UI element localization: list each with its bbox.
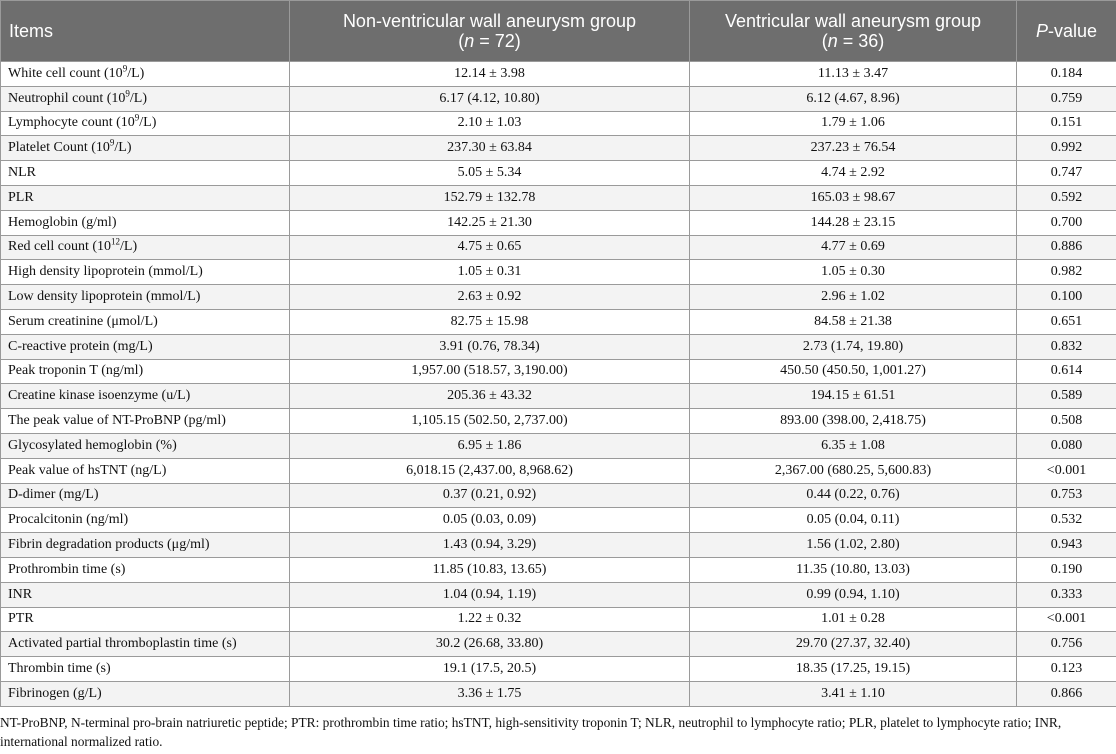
cell-item (1, 111, 290, 136)
table-row (1, 260, 1116, 285)
item-label: PLR (8, 189, 34, 205)
table-row (1, 111, 1116, 136)
header-group2-n-var: n (827, 31, 838, 51)
cell-aneurysm-value: 1.56 (1.02, 2.80) (690, 533, 1017, 558)
item-label: Peak troponin T (ng/ml) (8, 363, 144, 379)
table-row (1, 86, 1116, 111)
table-row (1, 681, 1116, 706)
cell-p-value: 0.759 (1017, 86, 1116, 111)
cell-non-aneurysm-value: 237.30 ± 63.84 (290, 136, 690, 161)
item-label: Fibrinogen (g/L) (8, 685, 102, 701)
cell-item (1, 508, 290, 533)
cell-p-value: 0.333 (1017, 582, 1116, 607)
cell-non-aneurysm-value: 0.05 (0.03, 0.09) (290, 508, 690, 533)
cell-non-aneurysm-value: 152.79 ± 132.78 (290, 185, 690, 210)
cell-aneurysm-value: 11.35 (10.80, 13.03) (690, 557, 1017, 582)
cell-aneurysm-value: 237.23 ± 76.54 (690, 136, 1017, 161)
cell-non-aneurysm-value: 3.91 (0.76, 78.34) (290, 334, 690, 359)
cell-p-value: 0.614 (1017, 359, 1116, 384)
header-non-aneurysm-group (290, 1, 690, 62)
cell-p-value: 0.700 (1017, 210, 1116, 235)
cell-aneurysm-value: 2.73 (1.74, 19.80) (690, 334, 1017, 359)
cell-p-value: 0.992 (1017, 136, 1116, 161)
header-group2-n-open: ( (821, 31, 828, 51)
table-row (1, 62, 1116, 87)
cell-p-value: 0.886 (1017, 235, 1116, 260)
cell-aneurysm-value: 29.70 (27.37, 32.40) (690, 632, 1017, 657)
cell-aneurysm-value: 450.50 (450.50, 1,001.27) (690, 359, 1017, 384)
cell-item (1, 185, 290, 210)
cell-p-value: 0.651 (1017, 309, 1116, 334)
cell-p-value: 0.123 (1017, 657, 1116, 682)
cell-item (1, 334, 290, 359)
cell-p-value: 0.151 (1017, 111, 1116, 136)
table-header (1, 1, 1116, 62)
cell-item (1, 235, 290, 260)
header-group1-title: Non-ventricular wall aneurysm group (342, 11, 637, 31)
cell-aneurysm-value: 4.74 ± 2.92 (690, 161, 1017, 186)
cell-item (1, 533, 290, 558)
cell-item (1, 309, 290, 334)
header-group1-n-var: n (464, 31, 475, 51)
table-row (1, 359, 1116, 384)
item-unit-suffix: /L) (129, 90, 148, 106)
header-p-value (1017, 1, 1116, 62)
cell-aneurysm-value: 1.05 ± 0.30 (690, 260, 1017, 285)
cell-p-value: 0.756 (1017, 632, 1116, 657)
table-row (1, 161, 1116, 186)
cell-non-aneurysm-value: 4.75 ± 0.65 (290, 235, 690, 260)
table-row (1, 458, 1116, 483)
cell-non-aneurysm-value: 6.17 (4.12, 10.80) (290, 86, 690, 111)
cell-non-aneurysm-value: 2.63 ± 0.92 (290, 285, 690, 310)
table-row (1, 210, 1116, 235)
item-label: Fibrin degradation products (μg/ml) (8, 537, 210, 553)
item-unit-suffix: /L) (127, 65, 145, 81)
cell-aneurysm-value: 1.79 ± 1.06 (690, 111, 1017, 136)
table-row (1, 657, 1116, 682)
item-label: Hemoglobin (g/ml) (8, 214, 117, 230)
cell-aneurysm-value: 6.35 ± 1.08 (690, 433, 1017, 458)
cell-item (1, 557, 290, 582)
table-row (1, 235, 1116, 260)
cell-p-value: 0.982 (1017, 260, 1116, 285)
table-row (1, 409, 1116, 434)
cell-p-value: 0.747 (1017, 161, 1116, 186)
cell-item (1, 384, 290, 409)
cell-aneurysm-value: 4.77 ± 0.69 (690, 235, 1017, 260)
cell-item (1, 657, 290, 682)
item-label: Red cell count (10 (8, 239, 112, 255)
cell-non-aneurysm-value: 82.75 ± 15.98 (290, 309, 690, 334)
item-label: Prothrombin time (s) (8, 561, 126, 577)
item-unit-suffix: /L) (120, 239, 138, 255)
cell-item (1, 409, 290, 434)
header-group2-n (822, 31, 885, 51)
item-exponent: 9 (134, 112, 140, 123)
cell-aneurysm-value: 165.03 ± 98.67 (690, 185, 1017, 210)
cell-item (1, 632, 290, 657)
table-row (1, 433, 1116, 458)
cell-item (1, 582, 290, 607)
cell-item (1, 607, 290, 632)
item-exponent: 9 (125, 88, 130, 99)
cell-p-value: 0.589 (1017, 384, 1116, 409)
cell-p-value: 0.866 (1017, 681, 1116, 706)
cell-item (1, 483, 290, 508)
table-row (1, 185, 1116, 210)
cell-non-aneurysm-value: 3.36 ± 1.75 (290, 681, 690, 706)
cell-p-value: 0.190 (1017, 557, 1116, 582)
cell-item (1, 210, 290, 235)
cell-p-value: 0.592 (1017, 185, 1116, 210)
item-exponent: 12 (111, 236, 121, 247)
cell-aneurysm-value: 893.00 (398.00, 2,418.75) (690, 409, 1017, 434)
item-label: The peak value of NT-ProBNP (pg/ml) (8, 413, 226, 429)
header-group2-n-value: = 36) (837, 31, 885, 51)
cell-item (1, 86, 290, 111)
table-row (1, 483, 1116, 508)
item-label: D-dimer (mg/L) (8, 487, 99, 503)
cell-aneurysm-value: 0.44 (0.22, 0.76) (690, 483, 1017, 508)
cell-non-aneurysm-value: 1.04 (0.94, 1.19) (290, 582, 690, 607)
header-aneurysm-group (690, 1, 1017, 62)
table-body (1, 62, 1116, 707)
header-items: Items (1, 1, 290, 62)
cell-item (1, 285, 290, 310)
cell-aneurysm-value: 194.15 ± 61.51 (690, 384, 1017, 409)
item-label: PTR (8, 611, 34, 627)
cell-item (1, 62, 290, 87)
cell-p-value: 0.508 (1017, 409, 1116, 434)
cell-p-value: 0.184 (1017, 62, 1116, 87)
cell-p-value: 0.753 (1017, 483, 1116, 508)
cell-item (1, 359, 290, 384)
table-row (1, 285, 1116, 310)
cell-aneurysm-value: 0.05 (0.04, 0.11) (690, 508, 1017, 533)
item-label: White cell count (10 (8, 65, 123, 81)
table-row (1, 632, 1116, 657)
table-row (1, 533, 1116, 558)
item-label: Low density lipoprotein (mmol/L) (8, 289, 201, 305)
header-group1-n-value: = 72) (474, 31, 521, 51)
cell-p-value: 0.100 (1017, 285, 1116, 310)
cell-p-value: 0.943 (1017, 533, 1116, 558)
cell-aneurysm-value: 3.41 ± 1.10 (690, 681, 1017, 706)
cell-p-value: 0.832 (1017, 334, 1116, 359)
cell-non-aneurysm-value: 2.10 ± 1.03 (290, 111, 690, 136)
table-row (1, 136, 1116, 161)
cell-aneurysm-value: 144.28 ± 23.15 (690, 210, 1017, 235)
cell-non-aneurysm-value: 1.43 (0.94, 3.29) (290, 533, 690, 558)
cell-non-aneurysm-value: 19.1 (17.5, 20.5) (290, 657, 690, 682)
cell-item (1, 681, 290, 706)
cell-non-aneurysm-value: 142.25 ± 21.30 (290, 210, 690, 235)
cell-non-aneurysm-value: 5.05 ± 5.34 (290, 161, 690, 186)
item-label: Creatine kinase isoenzyme (u/L) (8, 388, 191, 404)
cell-aneurysm-value: 11.13 ± 3.47 (690, 62, 1017, 87)
item-label: Platelet Count (10 (8, 140, 110, 156)
item-label: Procalcitonin (ng/ml) (8, 512, 129, 528)
cell-non-aneurysm-value: 6,018.15 (2,437.00, 8,968.62) (290, 458, 690, 483)
header-row (1, 1, 1116, 62)
item-exponent: 9 (122, 63, 128, 74)
cell-non-aneurysm-value: 0.37 (0.21, 0.92) (290, 483, 690, 508)
item-label: High density lipoprotein (mmol/L) (8, 264, 203, 280)
cell-p-value: <0.001 (1017, 607, 1116, 632)
table-row (1, 508, 1116, 533)
header-group1-n-open: ( (458, 31, 465, 51)
item-label: Serum creatinine (μmol/L) (8, 313, 158, 329)
header-group1-n (458, 31, 521, 51)
table-row (1, 607, 1116, 632)
cell-non-aneurysm-value: 1.05 ± 0.31 (290, 260, 690, 285)
table-footnote: NT-ProBNP, N-terminal pro-brain natriuretic peptide; PTR: prothrombin time ratio; hsTNT, high-sensitivity troponin T; NLR, neutrophil to lymphocyte ratio; PLR, platelet to lymphocyte ratio; INR, international normalized ratio. (0, 715, 1062, 749)
item-label: Neutrophil count (10 (8, 90, 126, 106)
cell-non-aneurysm-value: 12.14 ± 3.98 (290, 62, 690, 87)
item-label: Activated partial thromboplastin time (s) (8, 636, 237, 652)
item-unit-suffix: /L) (139, 115, 157, 131)
cell-item (1, 260, 290, 285)
cell-non-aneurysm-value: 6.95 ± 1.86 (290, 433, 690, 458)
cell-aneurysm-value: 1.01 ± 0.28 (690, 607, 1017, 632)
cell-aneurysm-value: 0.99 (0.94, 1.10) (690, 582, 1017, 607)
header-group2-title: Ventricular wall aneurysm group (724, 11, 982, 31)
item-label: NLR (8, 165, 36, 181)
cell-item (1, 433, 290, 458)
table-row (1, 334, 1116, 359)
cell-item (1, 161, 290, 186)
header-p-var: P (1035, 21, 1048, 41)
item-label: Lymphocyte count (10 (8, 115, 135, 131)
item-exponent: 9 (109, 137, 115, 148)
table-row (1, 557, 1116, 582)
item-label: Thrombin time (s) (8, 661, 111, 677)
cell-p-value: 0.080 (1017, 433, 1116, 458)
cell-aneurysm-value: 2.96 ± 1.02 (690, 285, 1017, 310)
item-label: Peak value of hsTNT (ng/L) (8, 462, 167, 478)
cell-aneurysm-value: 2,367.00 (680.25, 5,600.83) (690, 458, 1017, 483)
cell-non-aneurysm-value: 30.2 (26.68, 33.80) (290, 632, 690, 657)
cell-aneurysm-value: 6.12 (4.67, 8.96) (690, 86, 1017, 111)
cell-aneurysm-value: 84.58 ± 21.38 (690, 309, 1017, 334)
cell-aneurysm-value: 18.35 (17.25, 19.15) (690, 657, 1017, 682)
cell-p-value: <0.001 (1017, 458, 1116, 483)
cell-non-aneurysm-value: 1,105.15 (502.50, 2,737.00) (290, 409, 690, 434)
item-label: C-reactive protein (mg/L) (8, 338, 153, 354)
header-p-suffix: -value (1047, 21, 1098, 41)
table-row (1, 582, 1116, 607)
cell-item (1, 136, 290, 161)
cell-non-aneurysm-value: 1,957.00 (518.57, 3,190.00) (290, 359, 690, 384)
cell-p-value: 0.532 (1017, 508, 1116, 533)
item-label: Glycosylated hemoglobin (%) (8, 437, 177, 453)
item-unit-suffix: /L) (114, 140, 132, 156)
table-row (1, 309, 1116, 334)
table-row (1, 384, 1116, 409)
cell-non-aneurysm-value: 11.85 (10.83, 13.65) (290, 557, 690, 582)
cell-non-aneurysm-value: 205.36 ± 43.32 (290, 384, 690, 409)
cell-non-aneurysm-value: 1.22 ± 0.32 (290, 607, 690, 632)
cell-item (1, 458, 290, 483)
item-label: INR (8, 586, 33, 602)
